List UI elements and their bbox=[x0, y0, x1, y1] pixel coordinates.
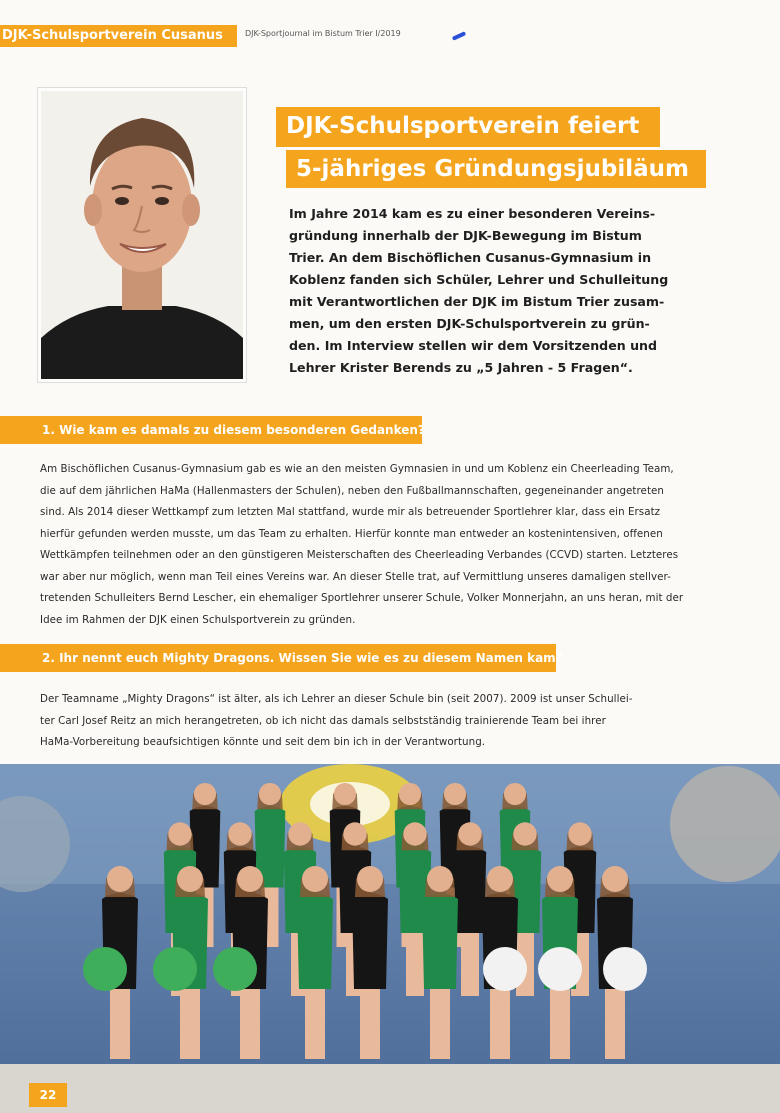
team-photo bbox=[0, 764, 780, 1113]
question-1-heading: 1. Wie kam es damals zu diesem besonderen Gedanken? bbox=[0, 416, 422, 444]
section-tag: DJK-Schulsportverein Cusanus bbox=[0, 25, 237, 47]
pompom bbox=[83, 947, 127, 991]
pompom bbox=[538, 947, 582, 991]
intro-line: men, um den ersten DJK-Schulsportverein zu grün- bbox=[289, 316, 650, 331]
pompom bbox=[213, 947, 257, 991]
portrait-photo bbox=[38, 88, 246, 382]
intro-line: Trier. An dem Bischöflichen Cusanus-Gymnasium in bbox=[289, 250, 652, 265]
answer-line: Wettkämpfen teilnehmen oder an den günstigeren Meisterschaften des Cheerleading Verbandes (CCVD) starten. Letzteres bbox=[40, 549, 679, 561]
question-2-heading: 2. Ihr nennt euch Mighty Dragons. Wissen Sie wie es zu diesem Namen kam? bbox=[0, 644, 556, 672]
headline-line-2: 5-jähriges Gründungsjubiläum bbox=[286, 150, 706, 188]
intro-line: gründung innerhalb der DJK-Bewegung im Bistum bbox=[289, 228, 642, 243]
answer-line: sind. Als 2014 dieser Wettkampf zum letzten Mal stattfand, wurde mir als betreuender Sportlehrer klar, dass ein Ersatz bbox=[40, 506, 661, 518]
intro-line: Lehrer Krister Berends zu „5 Jahren - 5 Fragen“. bbox=[289, 360, 633, 375]
pompom bbox=[603, 947, 647, 991]
intro-line: Im Jahre 2014 kam es zu einer besonderen Vereins- bbox=[289, 206, 656, 221]
intro-line: mit Verantwortlichen der DJK im Bistum Trier zusam- bbox=[289, 294, 665, 309]
page-number: 22 bbox=[29, 1083, 67, 1107]
journal-name: DJK-Sportjournal im Bistum Trier I/2019 bbox=[245, 29, 401, 38]
answer-line: die auf dem jährlichen HaMa (Hallenmasters der Schulen), neben den Fußballmannschaften, gegeneinander angetreten bbox=[40, 484, 664, 497]
pompom bbox=[483, 947, 527, 991]
answer-line: Am Bischöflichen Cusanus-Gymnasium gab es wie an den meisten Gymnasien in und um Koblenz ein Cheerleading Team, bbox=[40, 463, 674, 475]
answer-line: hierfür gefunden werden musste, um das Team zu erhalten. Hierfür konnte man entweder an kostenintensiven, offenen bbox=[40, 527, 663, 540]
headline-line-1: DJK-Schulsportverein feiert bbox=[276, 107, 660, 147]
answer-line: war aber nur möglich, wenn man Teil eines Vereins war. An dieser Stelle trat, auf Vermittlung unseres damaligen stellver- bbox=[40, 570, 671, 583]
answer-line: ter Carl Josef Reitz an mich herangetreten, ob ich nicht das damals selbstständig trainierende Team bei ihrer bbox=[40, 714, 606, 727]
answer-2 bbox=[40, 689, 740, 754]
intro-line: den. Im Interview stellen wir dem Vorsitzenden und bbox=[289, 338, 658, 353]
answer-line: HaMa-Vorbereitung beaufsichtigen könnte und seit dem bin ich in der Verantwortung. bbox=[40, 736, 486, 748]
pen-mark bbox=[452, 31, 466, 41]
intro-line: Koblenz fanden sich Schüler, Lehrer und Schulleitung bbox=[289, 272, 669, 287]
answer-line: tretenden Schulleiters Bernd Lescher, ein ehemaliger Sportlehrer unserer Schule, Volker Monnerjahn, an uns heran, mit der bbox=[40, 592, 684, 604]
answer-line: Idee im Rahmen der DJK einen Schulsportverein zu gründen. bbox=[40, 613, 356, 626]
intro-paragraph bbox=[289, 203, 729, 379]
answer-line: Der Teamname „Mighty Dragons“ ist älter, als ich Lehrer an dieser Schule bin (seit 2007). 2009 ist unser Schullei- bbox=[40, 693, 633, 705]
answer-1 bbox=[40, 459, 740, 631]
pompom bbox=[153, 947, 197, 991]
